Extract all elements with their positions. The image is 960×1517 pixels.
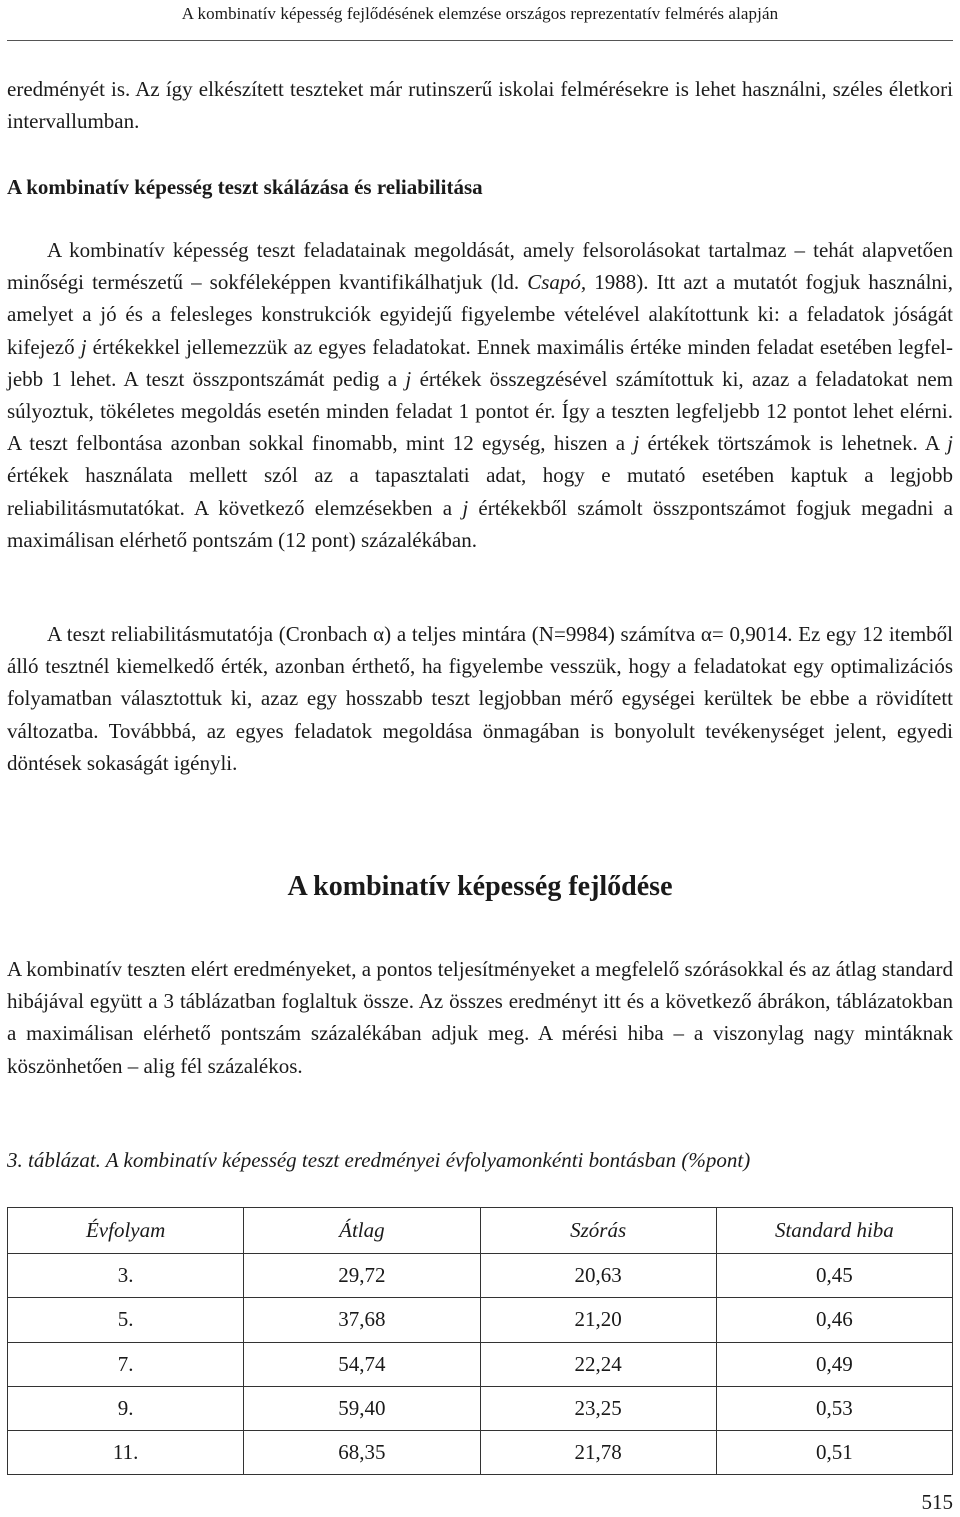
paragraph-scaling: [7, 234, 953, 556]
table-cell-se: 0,51: [716, 1431, 952, 1475]
text-span: értékek összegzésével számítottuk ki, azaz a feladatokat nem súlyoztuk, tökéletes megoldás esetén minden feladat 1 pontot ér. Így a teszten legfeljebb 12 pontot lehet elérni. A teszt felbontása azonban sokkal finomabb, mint 12 egység, hiszen a: [7, 366, 953, 456]
variable-j: j: [405, 366, 412, 391]
table-row: [8, 1254, 953, 1298]
table-cell-grade: 3.: [8, 1254, 244, 1298]
table-row: [8, 1342, 953, 1386]
table-header-row: [8, 1208, 953, 1254]
column-header: Szórás: [480, 1208, 716, 1254]
table-cell-sd: 21,20: [480, 1298, 716, 1342]
table-cell-mean: 59,40: [244, 1386, 480, 1430]
table-cell-grade: 11.: [8, 1431, 244, 1475]
text-span: A kombinatív képesség teszt feladatainak megoldását, amely felsorolásokat tartalmaz – tehát alapvetően minőségi természetű – sokféleképpen kvantifikálhatjuk (ld.: [7, 238, 953, 295]
table-cell-grade: 9.: [8, 1386, 244, 1430]
table-cell-sd: 23,25: [480, 1386, 716, 1430]
table-cell-grade: 5.: [8, 1298, 244, 1342]
table-row: [8, 1298, 953, 1342]
column-header: Standard hiba: [716, 1208, 952, 1254]
table-cell-sd: 21,78: [480, 1431, 716, 1475]
table-cell-se: 0,45: [716, 1254, 952, 1298]
text-span: értékek törtszámok is lehetnek. A: [639, 431, 948, 456]
table-cell-sd: 20,63: [480, 1254, 716, 1298]
table-cell-se: 0,46: [716, 1298, 952, 1342]
text-span: értékek használata mellett szól az a tapasztalati adat, hogy e mutató esetében kaptuk a legjobb reliabilitásmutatókat. A következő elemzésekben a: [7, 463, 953, 520]
table-caption: 3. táblázat. A kombinatív képesség teszt eredményei évfolyamonkénti bontásban (%pont): [7, 1148, 751, 1172]
variable-j: j: [947, 431, 953, 456]
running-head: A kombinatív képesség fejlődésének elemzése országos reprezentatív felmérés alapján: [181, 4, 779, 23]
results-table: [7, 1207, 953, 1475]
section-title: A kombinatív képesség fejlődése: [287, 871, 673, 902]
table-row: [8, 1386, 953, 1430]
variable-j: j: [462, 495, 469, 520]
text-span: értékekből számolt összpontszámot fogjuk megadni a maximálisan elérhető pontszám (12 pont) százalékában.: [7, 495, 953, 552]
table-cell-mean: 29,72: [244, 1254, 480, 1298]
table-cell-sd: 22,24: [480, 1342, 716, 1386]
table-cell-se: 0,53: [716, 1386, 952, 1430]
variable-j: j: [633, 431, 640, 456]
column-header: Évfolyam: [8, 1208, 244, 1254]
variable-j: j: [80, 334, 87, 359]
page-number: 515: [921, 1490, 953, 1514]
paragraph-results: A kombinatív teszten elért eredményeket, a pontos teljesítményeket a megfelelő szórásokkal és az átlag standard hibájával együtt a 3 táblázatban foglaltuk össze. Az összes eredményt itt és a következő ábrákon, táblázatokban a maximálisan elérhető pontszám százalékában adjuk meg. A mérési hiba – a viszonylag nagy mintáknak köszönhetően – alig fél százalékos.: [7, 957, 953, 1078]
header-rule: [7, 40, 953, 41]
table-cell-mean: 54,74: [244, 1342, 480, 1386]
column-header: Átlag: [244, 1208, 480, 1254]
table-cell-se: 0,49: [716, 1342, 952, 1386]
citation-author: Csapó,: [527, 270, 587, 295]
table-row: [8, 1431, 953, 1475]
table-cell-mean: 37,68: [244, 1298, 480, 1342]
table-cell-mean: 68,35: [244, 1431, 480, 1475]
text-span: 1988). Itt azt a mutatót fogjuk használni, amelyet a jó és a felesleges konstrukciók egyidejű figyelembe vételével alakítottunk ki: a feladatok jóságát kifejező: [7, 270, 953, 359]
subsection-heading: A kombinatív képesség teszt skálázása és reliabilitása: [7, 175, 483, 199]
paragraph-continuation: eredményét is. Az így elkészített teszteket már rutinszerű iskolai felmérésekre is lehet használni, széles életkori intervallumban.: [7, 77, 953, 134]
table-cell-grade: 7.: [8, 1342, 244, 1386]
text-span: értékekkel jellemezzük az egyes feladatokat. Ennek maximális értéke minden feladat esetében legfeljebb 1 lehet. A teszt összpontszámát pedig a: [7, 334, 953, 391]
paragraph-reliability: A teszt reliabilitásmutatója (Cronbach α) a teljes mintára (N=9984) számítva α= 0,9014. Ez egy 12 itemből álló tesztnél kiemelkedő érték, azonban érthető, ha figyelembe vesszük, hogy a feladatokat egy optimalizációs folyamatban választottuk ki, azaz egy hosszabb teszt legjobban mérő egységei kerültek be ebbe a rövidített változatba. Továbbbá, az egyes feladatok megoldása önmagában is bonyolult tevékenységet jelent, egyedi döntések sokaságát igényli.: [7, 622, 953, 775]
